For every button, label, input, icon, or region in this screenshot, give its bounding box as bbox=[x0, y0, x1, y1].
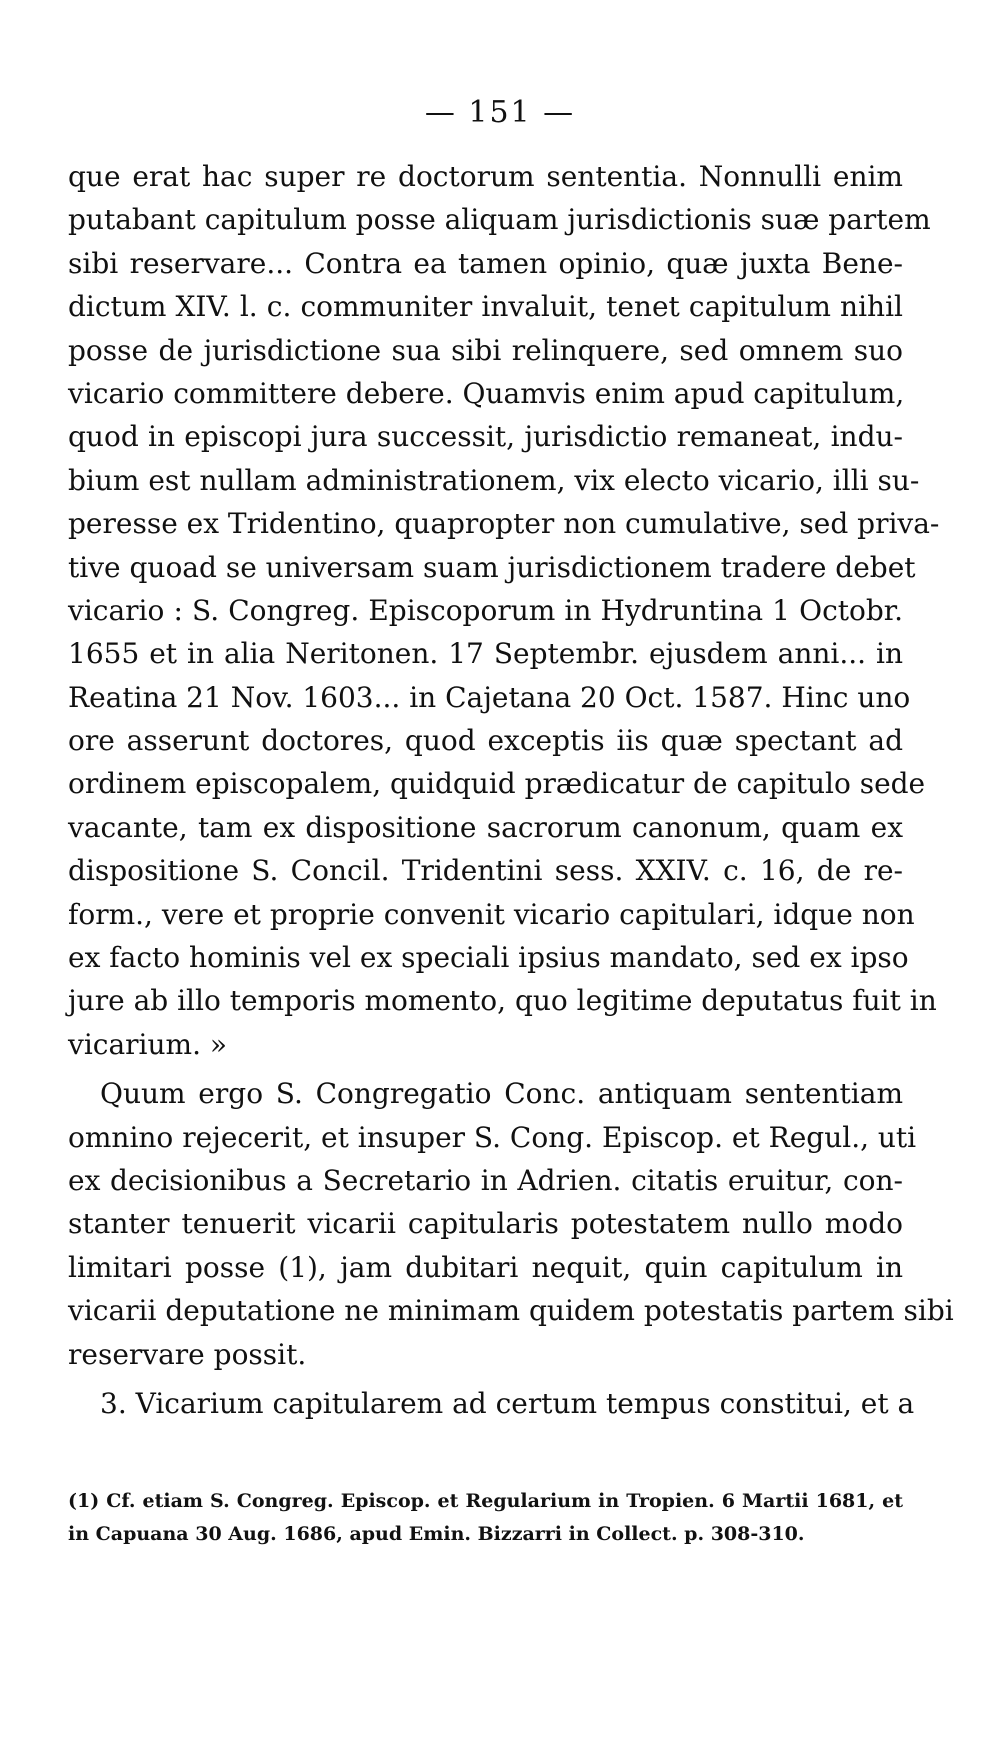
footnote-line: in Capuana 30 Aug. 1686, apud Emin. Bizzarri in Collect. p. 308-310. bbox=[68, 1523, 805, 1545]
body-line: vacante, tam ex dispositione sacrorum canonum, quam ex bbox=[68, 810, 903, 844]
footnote-line: (1) Cf. etiam S. Congreg. Episcop. et Regularium in Tropien. 6 Martii 1681, et bbox=[68, 1490, 903, 1512]
body-line: putabant capitulum posse aliquam jurisdictionis suæ partem bbox=[68, 203, 931, 237]
body-line: omnino rejecerit, et insuper S. Cong. Episcop. et Regul., uti bbox=[68, 1120, 917, 1154]
body-line: form., vere et proprie convenit vicario capitulari, idque non bbox=[68, 897, 915, 931]
body-line: ex decisionibus a Secretario in Adrien. citatis eruitur, con- bbox=[68, 1163, 903, 1197]
body-line: 1655 et in alia Neritonen. 17 Septembr. ejusdem anni... in bbox=[68, 637, 903, 671]
body-line: vicario : S. Congreg. Episcoporum in Hydruntina 1 Octobr. bbox=[68, 593, 903, 627]
body-line: posse de jurisdictione sua sibi relinquere, sed omnem suo bbox=[68, 333, 903, 367]
body-line: vicario committere debere. Quamvis enim apud capitulum, bbox=[68, 376, 905, 410]
body-line: dispositione S. Concil. Tridentini sess. XXIV. c. 16, de re- bbox=[68, 854, 903, 888]
body-line: tive quoad se universam suam jurisdictionem tradere debet bbox=[68, 550, 916, 584]
body-line: ordinem episcopalem, quidquid prædicatur de capitulo sede bbox=[68, 767, 926, 801]
body-line: Reatina 21 Nov. 1603... in Cajetana 20 Oct. 1587. Hinc uno bbox=[68, 680, 911, 714]
body-line: peresse ex Tridentino, quapropter non cumulative, sed priva- bbox=[68, 507, 940, 541]
page-number: — 151 — bbox=[424, 95, 576, 130]
body-line: bium est nullam administrationem, vix electo vicario, illi su- bbox=[68, 463, 920, 497]
body-text bbox=[68, 155, 954, 1425]
body-line: vicarii deputatione ne minimam quidem potestatis partem sibi bbox=[68, 1294, 954, 1328]
footnote bbox=[68, 1485, 903, 1551]
body-line: stanter tenuerit vicarii capitularis potestatem nullo modo bbox=[68, 1207, 903, 1241]
body-line: vicarium. » bbox=[68, 1027, 228, 1061]
body-line: ex facto hominis vel ex speciali ipsius mandato, sed ex ipso bbox=[68, 941, 909, 975]
body-line: sibi reservare... Contra ea tamen opinio, quæ juxta Bene- bbox=[68, 246, 903, 280]
body-line: quod in episcopi jura successit, jurisdictio remaneat, indu- bbox=[68, 420, 903, 454]
body-line: 3. Vicarium capitularem ad certum tempus constitui, et a bbox=[100, 1386, 915, 1420]
body-line: que erat hac super re doctorum sententia. Nonnulli enim bbox=[68, 160, 903, 193]
body-line: dictum XIV. l. c. communiter invaluit, tenet capitulum nihil bbox=[68, 290, 903, 324]
body-line: Quum ergo S. Congregatio Conc. antiquam sententiam bbox=[100, 1077, 903, 1111]
body-line: reservare possit. bbox=[68, 1337, 307, 1371]
body-line: jure ab illo temporis momento, quo legitime deputatus fuit in bbox=[68, 984, 937, 1018]
body-line: ore asserunt doctores, quod exceptis iis quæ spectant ad bbox=[68, 724, 903, 758]
body-line: limitari posse (1), jam dubitari nequit, quin capitulum in bbox=[68, 1250, 903, 1284]
